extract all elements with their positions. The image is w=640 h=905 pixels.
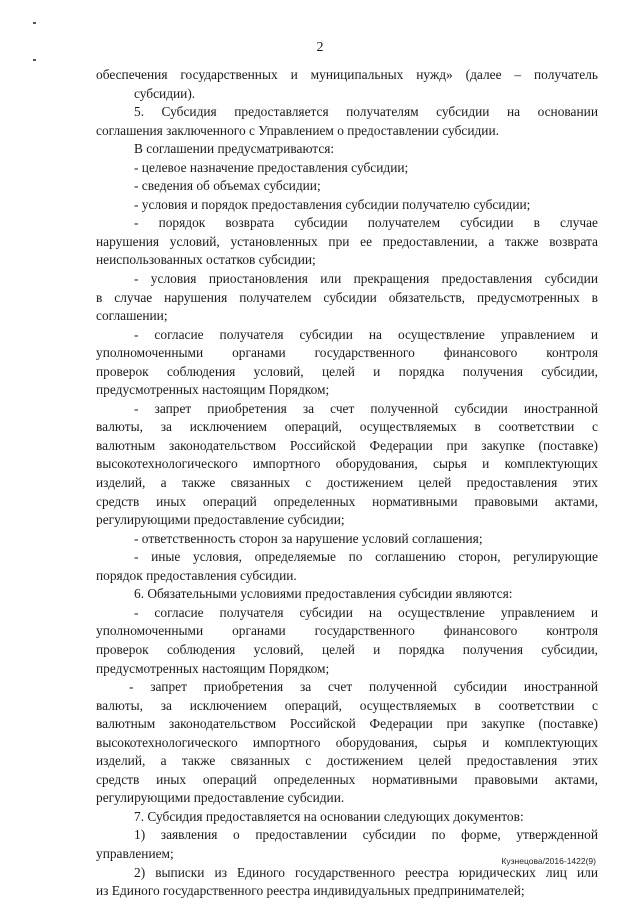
text-line: порядок предоставления субсидии. (96, 567, 297, 583)
text-line: - запрет приобретения за счет полученной субсидии иностранной (134, 400, 598, 416)
text-line: - целевое назначение предоставления субсидии; (134, 159, 409, 175)
text-line: высокотехнологического импортного оборудования, сырья и комплектующих (96, 734, 598, 750)
text-line: нарушения условий, установленных при ее предоставлении, а также возврата (96, 233, 598, 249)
text-line: уполномоченными органами государственного финансового контроля (96, 623, 598, 639)
text-line: В соглашении предусматриваются: (134, 141, 335, 157)
text-line: проверок соблюдения условий, целей и порядка получения субсидии, (96, 363, 598, 379)
text-line: - сведения об объемах субсидии; (134, 178, 321, 194)
text-line: 1) заявления о предоставлении субсидии по форме, утвержденной (134, 827, 598, 843)
text-line: средств иных операций определенных нормативными правовыми актами, (96, 493, 598, 509)
text-line: изделий, а также связанных с достижением целей предоставления этих (96, 475, 598, 491)
text-line: - условия приостановления или прекращения предоставления субсидии (134, 271, 598, 287)
text-line: предусмотренных настоящим Порядком; (96, 382, 330, 398)
text-line: изделий, а также связанных с достижением целей предоставления этих (96, 753, 598, 769)
text-line: высокотехнологического импортного оборудования, сырья и комплектующих (96, 456, 598, 472)
text-line: 6. Обязательными условиями предоставления субсидии являются: (134, 586, 513, 602)
text-line: валютным законодательством Российской Федерации при закупке (поставке) (96, 716, 598, 732)
text-line: - согласие получателя субсидии на осуществление управлением и (134, 604, 598, 620)
text-line: неиспользованных остатков субсидии; (96, 252, 316, 268)
text-line: проверок соблюдения условий, целей и порядка получения субсидии, (96, 641, 598, 657)
text-line: уполномоченными органами государственного финансового контроля (96, 345, 598, 361)
text-line: 2) выписки из Единого государственного реестра юридических лиц или (134, 864, 598, 880)
document-body (96, 66, 598, 901)
text-line: - условия и порядок предоставления субсидии получателю субсидии; (134, 196, 531, 212)
text-line: управлением; (96, 845, 174, 861)
text-line: предусмотренных настоящим Порядком; (96, 660, 330, 676)
text-line: обеспечения государственных и муниципальных нужд» (далее – получатель (96, 67, 598, 82)
text-line: 7. Субсидия предоставляется на основании следующих документов: (134, 808, 524, 824)
text-line: средств иных операций определенных нормативными правовыми актами, (96, 771, 598, 787)
text-line: соглашении; (96, 308, 168, 324)
text-line: 5. Субсидия предоставляется получателям субсидии на основании (134, 104, 598, 120)
text-line: субсидии). (134, 85, 196, 101)
text-line: - порядок возврата субсидии получателем субсидии в случае (134, 215, 598, 231)
scan-mark (33, 59, 36, 61)
document-reference: Кузнецова/2016-1422(9) (501, 856, 596, 866)
page-number: 2 (316, 40, 324, 55)
text-line: из Единого государственного реестра индивидуальных предпринимателей; (96, 883, 525, 899)
text-line: - согласие получателя субсидии на осуществление управлением и (134, 326, 598, 342)
text-line: валюты, за исключением операций, осуществляемых в соответствии с (96, 697, 598, 713)
text-line: в случае нарушения получателем субсидии обязательств, предусмотренных в (96, 289, 598, 305)
text-line: соглашения заключенного с Управлением о предоставлении субсидии. (96, 122, 499, 138)
text-line: - ответственность сторон за нарушение условий соглашения; (134, 530, 483, 546)
text-line: - запрет приобретения за счет полученной субсидии иностранной (129, 679, 598, 695)
text-line: регулирующими предоставление субсидии; (96, 512, 345, 528)
text-line: валютным законодательством Российской Федерации при закупке (поставке) (96, 437, 598, 453)
scan-mark (33, 22, 36, 24)
text-line: валюты, за исключением операций, осуществляемых в соответствии с (96, 419, 598, 435)
text-line: регулирующими предоставление субсидии. (96, 790, 345, 806)
text-line: - иные условия, определяемые по соглашению сторон, регулирующие (134, 549, 598, 565)
